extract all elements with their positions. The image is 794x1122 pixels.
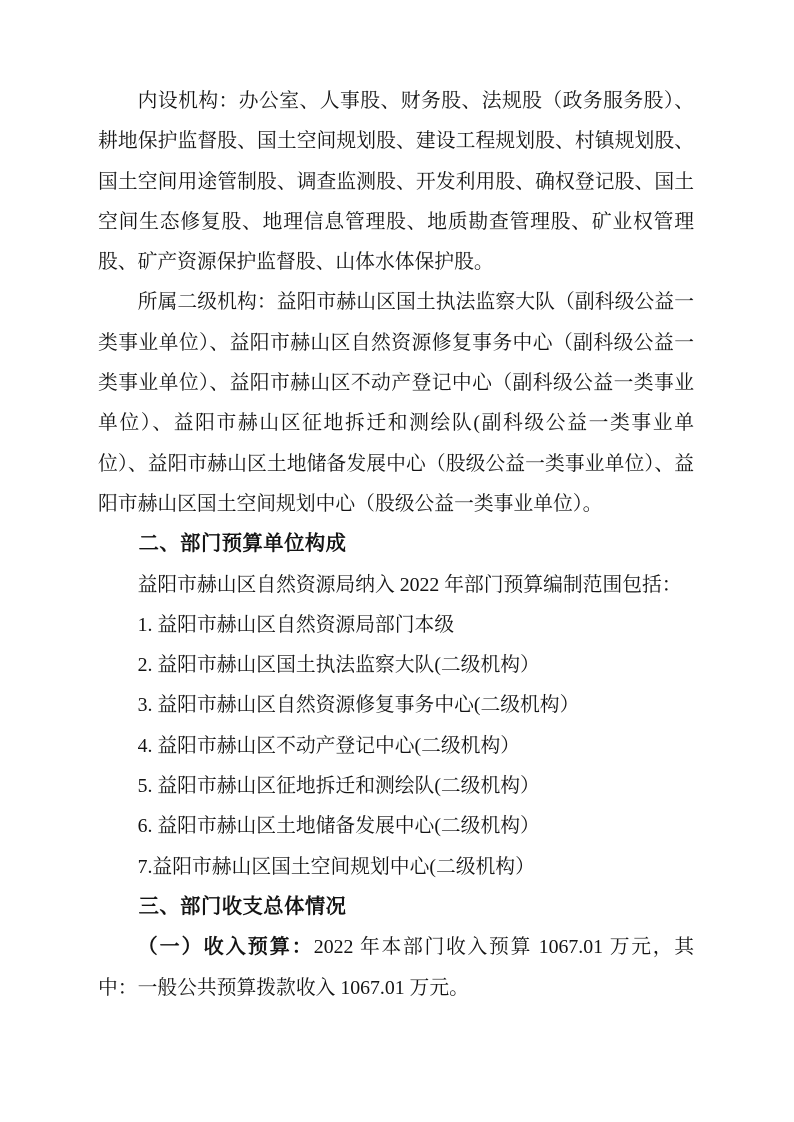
budget-unit-item: 5. 益阳市赫山区征地拆迁和测绘队(二级机构） (137, 775, 540, 798)
income-budget-label: （一）收入预算： (137, 936, 314, 959)
paragraph-internal-organs: 内设机构：办公室、人事股、财务股、法规股（政务服务股）、耕地保护监督股、国土空间规划股、建设工程规划股、村镇规划股、国土空间用途管制股、调查监测股、开发利用股、确权登记股、国土空间生态修复股、地理信息管理股、地质勘查管理股、矿业权管理股、矿产资源保护监督股、山体水体保护股。 (98, 90, 694, 274)
budget-unit-item: 7.益阳市赫山区国土空间规划中心(二级机构） (137, 855, 535, 878)
budget-unit-item: 3. 益阳市赫山区自然资源修复事务中心(二级机构） (137, 694, 580, 717)
budget-unit-item: 6. 益阳市赫山区土地储备发展中心(二级机构） (137, 815, 540, 838)
paragraph-subordinate-organs: 所属二级机构：益阳市赫山区国土执法监察大队（副科级公益一类事业单位）、益阳市赫山区自然资源修复事务中心（副科级公益一类事业单位）、益阳市赫山区不动产登记中心（副科级公益一类事业单位）、益阳市赫山区征地拆迁和测绘队(副科级公益一类事业单位）、益阳市赫山区土地储备发展中心（股级公益一类事业单位）、益阳市赫山区国土空间规划中心（股级公益一类事业单位）。 (98, 291, 694, 515)
paragraph-budget-scope: 益阳市赫山区自然资源局纳入 2022 年部门预算编制范围包括： (137, 573, 682, 596)
budget-unit-item: 2. 益阳市赫山区国土执法监察大队(二级机构） (137, 654, 540, 677)
budget-unit-item: 4. 益阳市赫山区不动产登记中心(二级机构） (137, 734, 521, 757)
paragraph-income-budget (98, 927, 694, 1008)
section-heading-budget-unit-composition: 二、部门预算单位构成 (138, 533, 347, 556)
section-heading-revenue-expenditure-overview: 三、部门收支总体情况 (138, 895, 347, 918)
budget-unit-list (98, 605, 694, 887)
income-budget-text: 2022 年本部门收入预算 1067.01 万元，其中：一般公共预算拨款收入 1067.01 万元。 (98, 936, 694, 999)
budget-unit-item: 1. 益阳市赫山区自然资源局部门本级 (137, 613, 455, 636)
